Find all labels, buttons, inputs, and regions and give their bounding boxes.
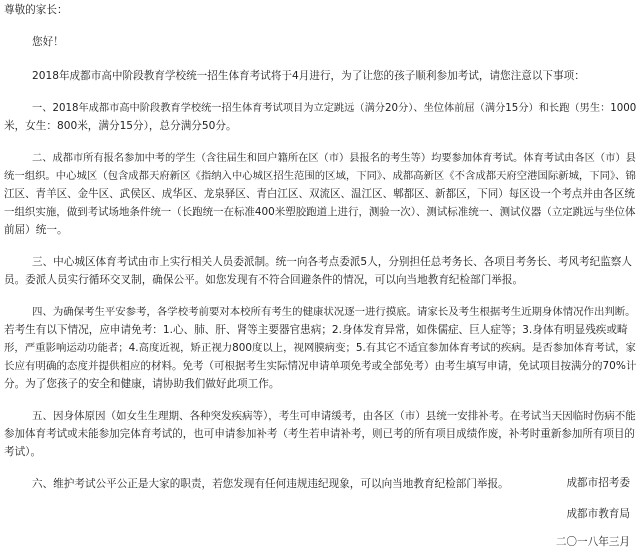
item4-line: 长应有明确的态度并提供相应的材料。免考（可根据考生实际情况申请单项免考或全部免考）由考生填写申请，免试项目按满分的70%计 (4, 360, 637, 372)
item5-line: 五、因身体原因（如女生生理期、各种突发疾病等），考生可申请缓考，由各区（市）县统一安排补考。在考试当天因临时伤病不能 (32, 410, 636, 422)
item2-line: 统一组织。中心城区（包含成都天府新区《指纳入中心城区招生范围的区域，下同》、成都高新区《不含成都天府空港国际新城，下同》、锦 (4, 170, 636, 182)
item4-line: 形，严重影响运动功能者；4.高度近视，矫正视力800度以上，视网膜病变；5.有其它不适宜参加体育考试的疾病。是否参加体育考试，家 (4, 342, 636, 354)
intro-paragraph: 2018年成都市高中阶段教育学校统一招生体育考试将于4月进行，为了让您的孩子顺利参加考试，请您注意以下事项： (32, 70, 585, 82)
item5-line: 参加体育考试或未能参加完体育考试的，也可申请参加补考（考生若申请补考，则已考的所有项目成绩作废，补考时重新参加所有项目的 (4, 428, 635, 440)
item2-line: 前屈）统一。 (4, 224, 68, 236)
signature-date: 二〇一八年三月 (555, 536, 630, 548)
item4-line: 分。为了您孩子的安全和健康，请协助我们做好此项工作。 (4, 378, 280, 390)
item3-line: 三、中心城区体育考试由市上实行相关人员委派制。统一向各考点委派5人，分别担任总考务长、各项目考务长、考风考纪监察人 (32, 256, 632, 268)
signature-org-exam-committee: 成都市招考委 (566, 477, 630, 489)
item6-paragraph: 六、维护考试公平公正是大家的职责，若您发现有任何违规违纪现象，可以向当地教育纪检部门举报。 (32, 478, 509, 490)
item1-line: 一、2018年成都市高中阶段教育学校统一招生体育考试项目为立定跳远（满分20分）、坐位体前屈（满分15分）和长跑（男生：1000 (32, 103, 637, 114)
item2-line: 江区、青羊区、金牛区、武侯区、成华区、龙泉驿区、青白江区、双流区、温江区、郫都区、新都区，下同）每区设一个考点并由各区统 (4, 188, 635, 200)
item4-line: 四、为确保考生平安参考，各学校考前要对本校所有考生的健康状况逐一进行摸底。请家长及考生根据考生近期身体情况作出判断。 (32, 306, 636, 318)
item3-line: 员。委派人员实行循环交叉制，确保公平。如您发现有不符合回避条件的情况，可以向当地教育纪检部门举报。 (4, 274, 524, 286)
item4-line: 若考生有以下情况，应申请免考：1.心、肺、肝、肾等主要器官患病；2.身体发育异常，如侏儒症、巨人症等；3.身体有明显残疾或畸 (4, 324, 628, 336)
salutation: 尊敬的家长： (4, 4, 68, 16)
greeting: 您好！ (32, 36, 64, 48)
item2-line: 一组织实施，做到考试场地条件统一（长跑统一在标准400米塑胶跑道上进行，测验一次）、测试标准统一、测试仪器（立定跳远与坐位体 (4, 206, 636, 218)
item2-line: 二、成都市所有报名参加中考的学生（含往届生和回户籍所在区（市）县报名的考生等）均要参加体育考试。体育考试由各区（市）县 (32, 152, 636, 164)
signature-org-education-bureau: 成都市教育局 (566, 508, 630, 520)
item1-line: 米，女生：800米，满分15分），总分满分50分。 (4, 120, 237, 132)
item5-line: 考试）。 (4, 446, 42, 458)
